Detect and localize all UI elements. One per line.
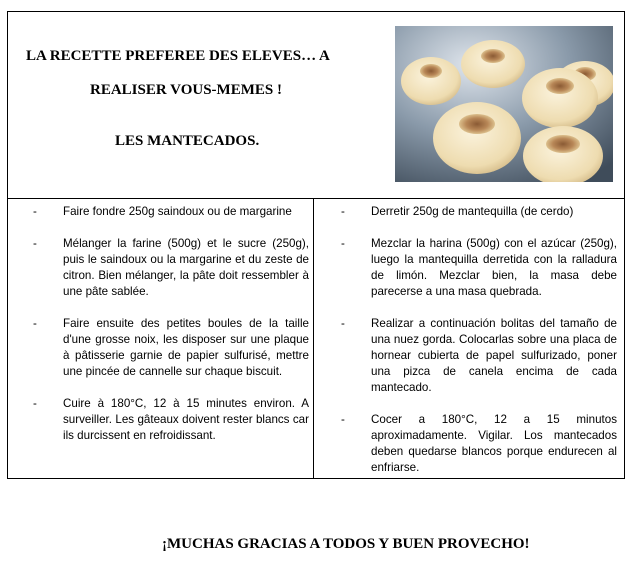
french-step — [33, 236, 309, 300]
title-line-1: LA RECETTE PREFEREE DES ELEVES… A — [26, 48, 330, 64]
step-text: Cocer a 180°C, 12 a 15 minutos aproximadamente. Vigilar. Los mantecados deben quedarse blancos porque endurecen al enfriarse. — [371, 413, 617, 474]
step-text: Mélanger la farine (500g) et le sucre (250g), puis le saindoux ou la margarine et du zeste de citron. Bien mélanger, la pâte doit ressembler à une pâte sablée. — [63, 237, 309, 298]
recipe-header — [7, 11, 625, 199]
step-text: Derretir 250g de mantequilla (de cerdo) — [371, 205, 574, 218]
step-text: Cuire à 180°C, 12 à 15 minutes environ. A surveiller. Les gâteaux doivent rester blancs car ils durcissent en refroidissant. — [63, 397, 309, 442]
bullet: - — [33, 397, 37, 410]
recipe-name: LES MANTECADOS. — [115, 133, 260, 149]
closing-message: ¡MUCHAS GRACIAS A TODOS Y BUEN PROVECHO! — [162, 536, 530, 552]
step-text: Faire ensuite des petites boules de la taille d'une grosse noix, les disposer sur une plaque à pâtisserie garnie de papier sulfurisé, mettre une pincée de cannelle sur chaque biscuit. — [63, 317, 309, 378]
column-divider — [313, 199, 314, 478]
french-step — [33, 204, 309, 220]
spanish-step — [341, 236, 617, 300]
step-text: Faire fondre 250g saindoux ou de margarine — [63, 205, 292, 218]
bullet: - — [341, 237, 345, 250]
title-line-2: REALISER VOUS-MEMES ! — [90, 82, 282, 98]
step-text: Realizar a continuación bolitas del tamaño de una nuez gorda. Colocarlas sobre una placa de hornear cubierta de papel sulfurizado, poner una pizca de canela encima de cada mantecado. — [371, 317, 617, 394]
bullet: - — [33, 237, 37, 250]
bullet: - — [341, 413, 345, 426]
bullet: - — [341, 205, 345, 218]
spanish-steps-column — [341, 204, 617, 492]
bullet: - — [33, 317, 37, 330]
french-step — [33, 316, 309, 380]
spanish-step — [341, 316, 617, 396]
spanish-step — [341, 412, 617, 476]
bullet: - — [33, 205, 37, 218]
mantecados-photo — [395, 26, 613, 182]
spanish-step — [341, 204, 617, 220]
french-step — [33, 396, 309, 444]
step-text: Mezclar la harina (500g) con el azúcar (250g), luego la mantequilla derretida con la ralladura de limón. Mezclar bien, la masa debe parecerse a una masa quebrada. — [371, 237, 617, 298]
bullet: - — [341, 317, 345, 330]
recipe-steps-table — [7, 199, 625, 479]
french-steps-column — [33, 204, 309, 460]
